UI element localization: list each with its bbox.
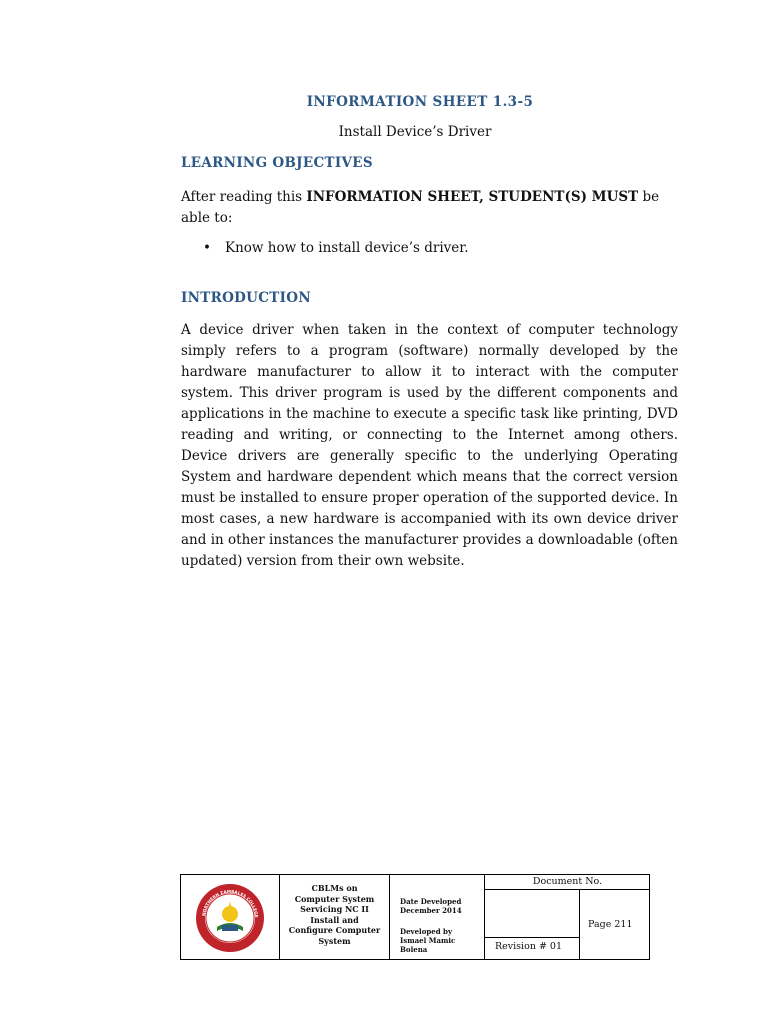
introduction-heading: INTRODUCTION <box>181 290 311 306</box>
developed-by-label: Developed by <box>400 927 453 936</box>
document-number-label: Document No. <box>485 875 650 890</box>
cblm-line: Install and <box>310 914 359 925</box>
revision-label: Revision # 01 <box>495 941 563 952</box>
page-number: Page 211 <box>588 919 633 930</box>
cblm-line: Servicing NC II <box>300 904 369 914</box>
objectives-heading: LEARNING OBJECTIVES <box>181 155 373 171</box>
cblm-line: CBLMs on <box>311 883 358 893</box>
college-seal-icon <box>195 883 265 953</box>
date-developed-label: Date Developed <box>400 897 462 906</box>
footer-table <box>180 874 650 960</box>
introduction-body: A device driver when taken in the context of computer technology simply refers to a program (software) normally developed by the hardware manufacturer to allow it to interact with the computer system. This driver program is used by the different components and applications in the machine to execute a specific task like printing, DVD reading and writing, or connecting to the Internet among others. Device drivers are generally specific to the underlying Operating System and hardware dependent which means that the correct version must be installed to ensure proper operation of the supported device. In most cases, a new hardware is accompanied with its own device driver and in other instances the manufacturer provides a downloadable (often updated) version from their own website. <box>181 322 678 569</box>
page-title: INFORMATION SHEET 1.3-5 <box>306 94 534 110</box>
revision-divider <box>485 937 580 938</box>
revision-cell <box>485 889 580 959</box>
objective-bullet-item <box>203 240 469 256</box>
objectives-intro-bold: INFORMATION SHEET, STUDENT(S) MUST <box>306 189 639 205</box>
objectives-intro <box>181 187 678 229</box>
objectives-intro-pre: After reading this <box>181 189 307 205</box>
cblm-line: System <box>318 935 351 946</box>
objectives-intro-post: be able to: <box>181 189 660 226</box>
developed-by-value: Ismael Mamic Bolena <box>400 936 456 954</box>
cblm-line: Computer System <box>294 893 375 904</box>
date-developed-value: December 2014 <box>400 906 462 915</box>
page-subtitle: Install Device’s Driver <box>338 124 492 140</box>
svg-text:NORTHERN ZAMBALES COLLEGE, INC: NORTHERN ZAMBALES COLLEGE <box>201 888 260 918</box>
footer-date-cell <box>390 875 485 959</box>
bullet-dot-icon: • <box>203 240 211 256</box>
footer-right-cell <box>485 875 650 959</box>
footer-cblm-cell <box>280 875 390 959</box>
cblm-line: Configure Computer <box>288 925 381 935</box>
objective-bullet-text: Know how to install device’s driver. <box>225 240 469 256</box>
footer-logo-cell <box>181 875 280 959</box>
